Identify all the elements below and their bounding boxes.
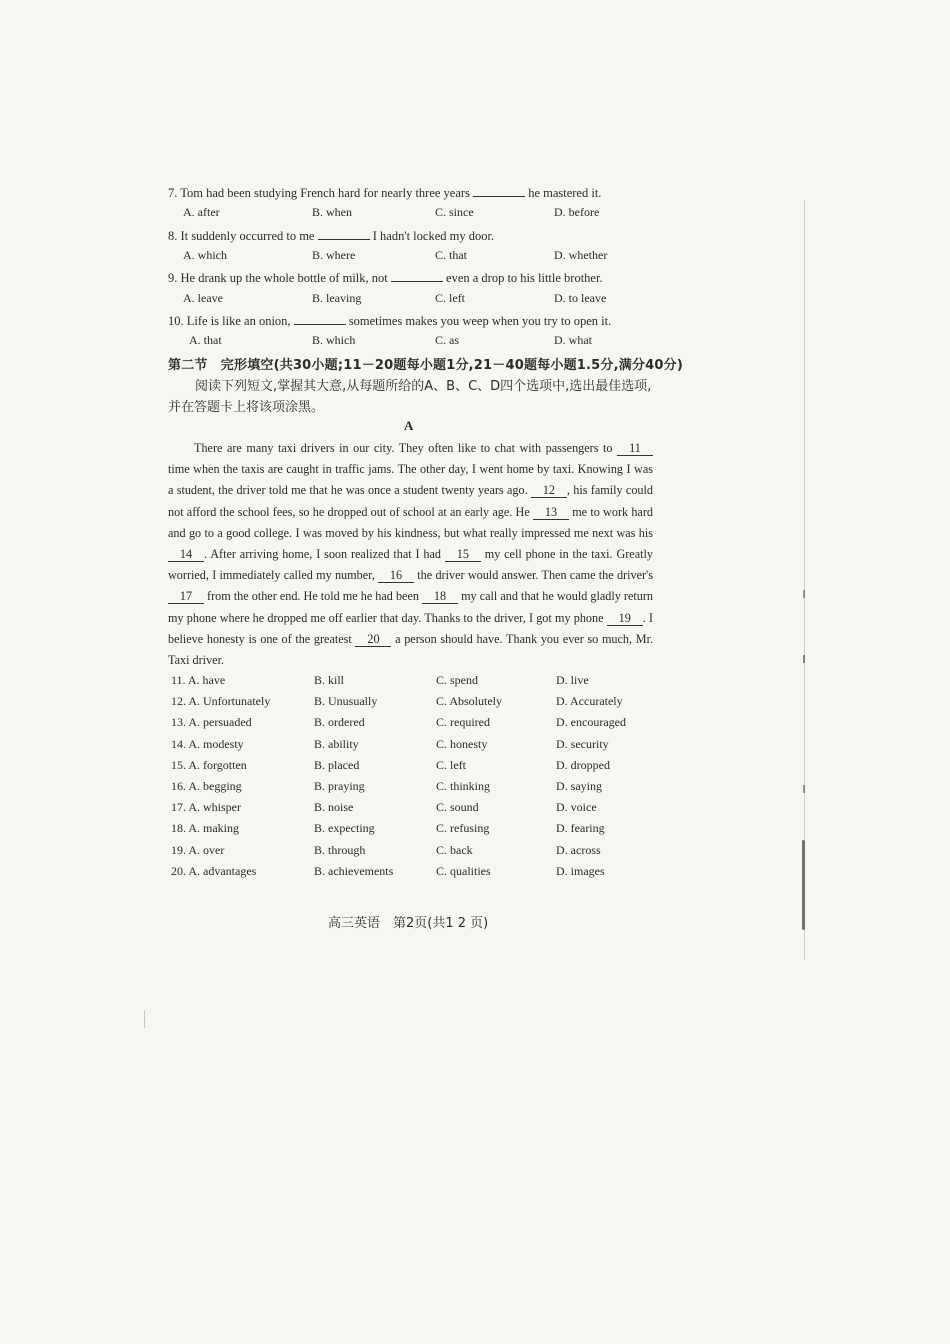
option-c: C. left [436, 758, 466, 772]
answer-row-11 [171, 673, 691, 689]
section-instructions: 阅读下列短文,掌握其大意,从每题所给的A、B、C、D四个选项中,选出最佳选项,并在答题卡上将该项涂黑。 [168, 379, 652, 415]
option-b: B. Unusually [314, 694, 378, 708]
option-d: D. live [556, 673, 589, 687]
option-c: C. as [435, 333, 459, 347]
answer-row-12 [171, 694, 691, 710]
question-7 [168, 184, 601, 201]
answer-row-16 [171, 779, 691, 795]
passage-text: There are many taxi drivers in our city. They often like to chat with passengers to [194, 441, 617, 455]
question-9 [168, 269, 603, 286]
question-stem-end: I hadn't locked my door. [372, 229, 495, 243]
section-title: 第二节 完形填空(共30小题;11－20题每小题1分,21－40题每小题1.5分,满分40分) [168, 358, 683, 373]
option-a: 18. A. making [171, 821, 239, 835]
option-b: B. kill [314, 673, 345, 687]
option-c: C. back [436, 843, 473, 857]
option-b: B. where [312, 248, 356, 262]
passage-text: the driver would answer. Then came the driver's [414, 568, 653, 583]
option-d: D. before [554, 205, 600, 219]
option-d: D. what [554, 333, 592, 347]
scan-edge-dot [803, 590, 805, 598]
cloze-passage [168, 438, 653, 671]
option-c: C. qualities [436, 864, 491, 878]
answer-row-19 [171, 843, 691, 859]
question-10-options [189, 333, 709, 349]
option-c: C. spend [436, 673, 478, 687]
answer-row-15 [171, 758, 691, 774]
blank-number: 15 [445, 548, 481, 562]
option-b: B. when [312, 205, 352, 219]
option-d: D. dropped [556, 758, 610, 772]
passage-text: a person should have. Thank you ever so much, Mr. Taxi driver. [168, 631, 653, 668]
passage-text: my call and that he would gladly return my phone where he dropped me off earlier that day. Thanks to the driver, I got my phone [168, 589, 654, 625]
option-d: D. images [556, 864, 605, 878]
answer-blank [473, 184, 525, 197]
option-c: C. that [435, 248, 467, 262]
option-c: C. thinking [436, 779, 491, 793]
passage-text: time when the taxis are caught in traffic jams. The other day, I went home by taxi. Knowing I was a student, the driver told me that he was once a student twenty years ago. [168, 462, 653, 498]
scan-edge-dot [803, 785, 805, 793]
passage-text: me to work hard and go to a good college. I was moved by his kindness, but what really impressed me next was his [168, 504, 653, 540]
option-d: D. encouraged [556, 715, 626, 729]
option-b: B. noise [314, 800, 354, 814]
scan-edge-mark [802, 840, 805, 930]
option-c: C. left [435, 291, 465, 305]
question-stem-end: he mastered it. [528, 186, 602, 200]
option-a: 14. A. modesty [171, 737, 244, 751]
question-stem-end: sometimes makes you weep when you try to open it. [348, 314, 612, 328]
passage-text: . After arriving home, I soon realized that I had [204, 547, 445, 562]
answer-row-13 [171, 715, 691, 731]
option-c: C. sound [436, 800, 479, 814]
option-b: B. placed [314, 758, 360, 772]
option-c: C. honesty [436, 737, 488, 751]
option-a: 15. A. forgotten [171, 758, 247, 772]
answer-row-14 [171, 737, 691, 753]
question-stem-start: 10. Life is like an onion, [168, 314, 291, 328]
question-8-options [183, 248, 703, 264]
option-a: 19. A. over [171, 843, 225, 857]
option-b: B. which [312, 333, 356, 347]
blank-number: 19 [607, 612, 643, 626]
question-stem-start: 9. He drank up the whole bottle of milk, not [168, 271, 388, 285]
option-d: D. Accurately [556, 694, 623, 708]
option-a: 13. A. persuaded [171, 715, 252, 729]
option-b: B. through [314, 843, 366, 857]
option-c: C. refusing [436, 821, 490, 835]
option-d: D. whether [554, 248, 608, 262]
option-c: C. required [436, 715, 490, 729]
question-stem-start: 7. Tom had been studying French hard for nearly three years [168, 186, 470, 200]
option-a: A. that [189, 333, 222, 347]
page-footer: 高三英语 第2页(共1 2 页) [328, 916, 489, 931]
answer-blank [318, 227, 370, 240]
option-b: B. ordered [314, 715, 365, 729]
question-stem-end: even a drop to his little brother. [446, 271, 603, 285]
blank-number: 12 [531, 484, 567, 498]
option-d: D. voice [556, 800, 597, 814]
option-b: B. ability [314, 737, 359, 751]
question-8 [168, 227, 494, 244]
option-a: 16. A. begging [171, 779, 242, 793]
option-b: B. achievements [314, 864, 394, 878]
option-a: A. after [183, 205, 220, 219]
question-stem-start: 8. It suddenly occurred to me [168, 229, 315, 243]
option-a: 11. A. have [171, 673, 226, 687]
option-b: B. expecting [314, 821, 375, 835]
blank-number: 11 [617, 442, 653, 456]
blank-number: 14 [168, 548, 204, 562]
option-d: D. across [556, 843, 601, 857]
scan-edge-dot [803, 655, 805, 663]
option-d: D. to leave [554, 291, 607, 305]
option-a: A. which [183, 248, 227, 262]
answer-row-20 [171, 864, 691, 880]
passage-text: , his family could not afford the school fees, so he dropped out of school at an early age. He [168, 483, 653, 519]
blank-number: 20 [355, 633, 391, 647]
blank-number: 17 [168, 590, 204, 604]
option-a: A. leave [183, 291, 223, 305]
answer-blank [294, 312, 346, 325]
option-c: C. Absolutely [436, 694, 503, 708]
answer-row-17 [171, 800, 691, 816]
option-b: B. leaving [312, 291, 362, 305]
option-d: D. security [556, 737, 609, 751]
passage-text: from the other end. He told me he had been [204, 589, 423, 604]
scan-edge-dot [144, 1010, 145, 1028]
question-9-options [183, 291, 703, 307]
option-d: D. saying [556, 779, 602, 793]
option-b: B. praying [314, 779, 365, 793]
option-d: D. fearing [556, 821, 605, 835]
option-a: 20. A. advantages [171, 864, 257, 878]
passage-label: A [404, 418, 414, 433]
question-7-options [183, 205, 703, 221]
blank-number: 16 [378, 569, 414, 583]
passage-text: my cell phone in the taxi. Greatly worried, I immediately called my number, [168, 547, 653, 583]
question-10 [168, 312, 611, 329]
passage-text: . I believe honesty is one of the greatest [168, 610, 653, 646]
option-a: 12. A. Unfortunately [171, 694, 271, 708]
blank-number: 18 [422, 590, 458, 604]
answer-row-18 [171, 821, 691, 837]
option-a: 17. A. whisper [171, 800, 241, 814]
option-c: C. since [435, 205, 474, 219]
answer-blank [391, 269, 443, 282]
blank-number: 13 [533, 506, 569, 520]
